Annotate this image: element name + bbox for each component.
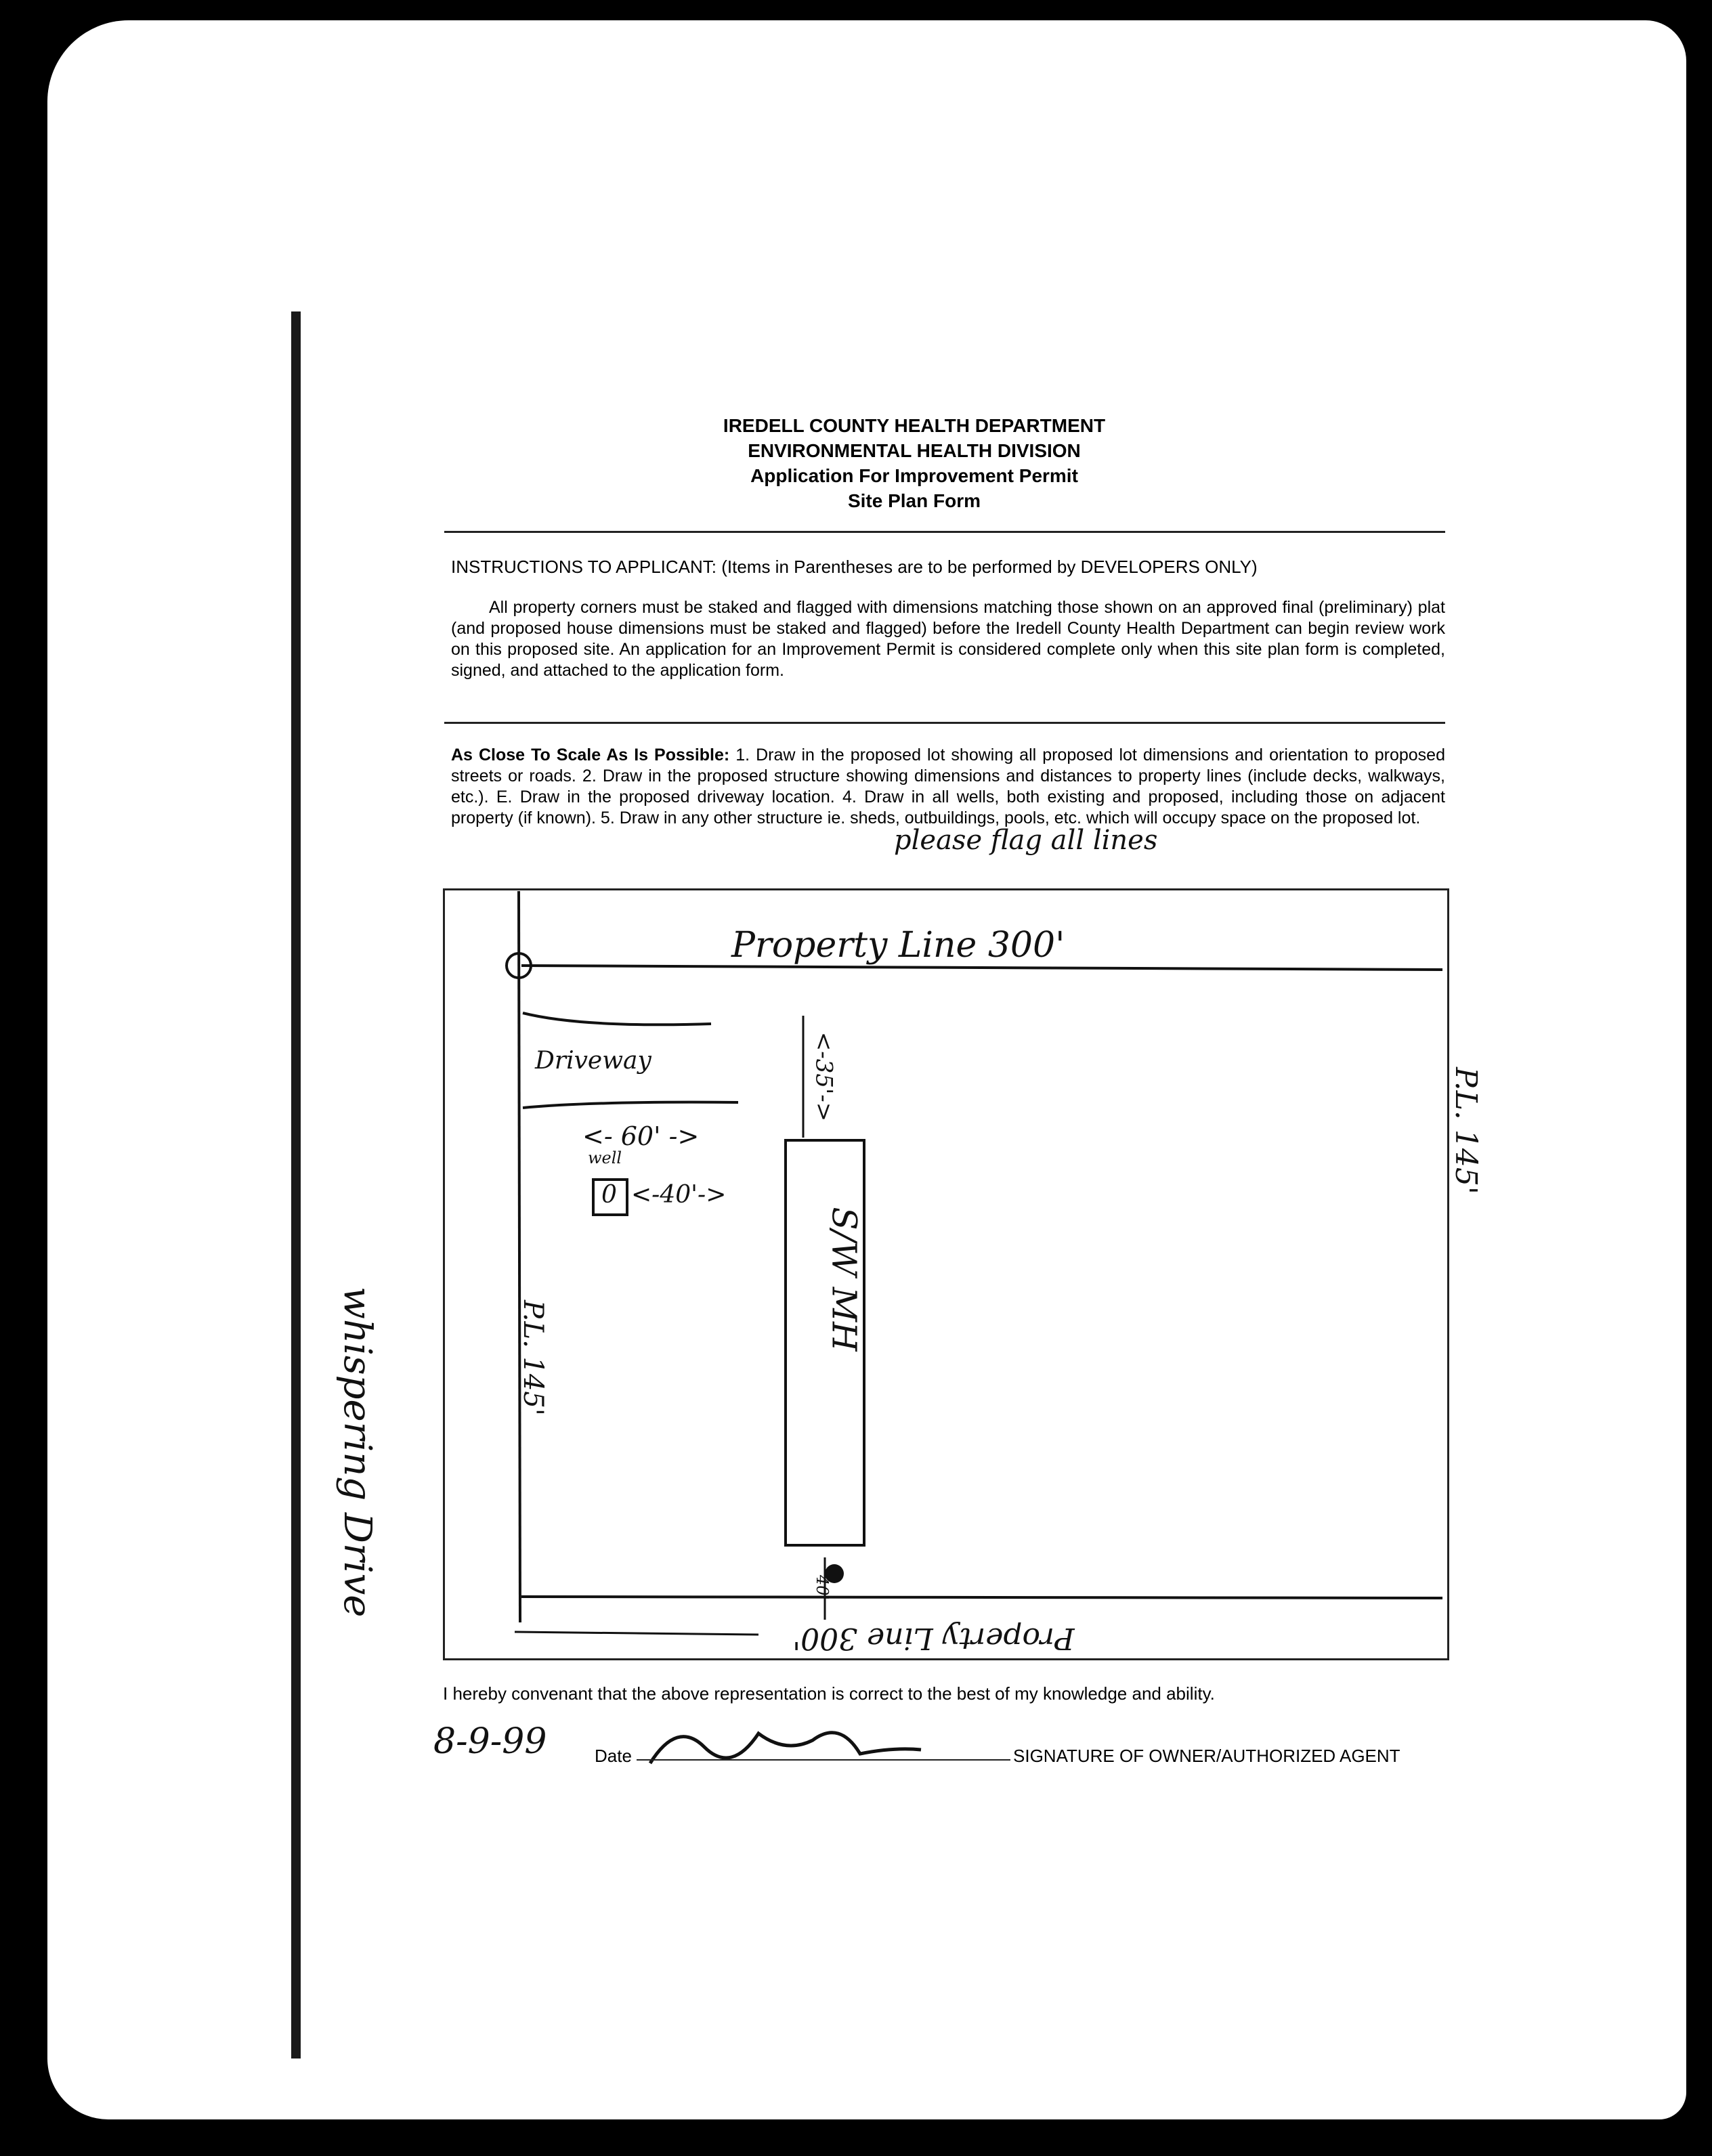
date-label: Date xyxy=(595,1746,632,1766)
instructions-paragraph: All property corners must be staked and flagged with dimensions matching those shown on an approved final (preliminary) plat (and proposed house dimensions must be staked and flagged) before the Iredell County Health Department can begin review work on this proposed site. An application for an Improvement Permit is considered complete only when this site plan form is completed, signed, and attached to the application form. xyxy=(451,598,1445,680)
right-line-label: P.L. 145' xyxy=(1449,1067,1483,1194)
rear-setback-label: 40' xyxy=(813,1575,832,1601)
handwritten-note: please flag all lines xyxy=(894,825,1158,856)
header-division: ENVIRONMENTAL HEALTH DIVISION xyxy=(748,440,1081,461)
header-department: IREDELL COUNTY HEALTH DEPARTMENT xyxy=(723,415,1106,436)
well-distance-label: <- 60' -> xyxy=(582,1121,700,1151)
bottom-property-line xyxy=(521,1597,1442,1598)
front-setback-label: <-35'-> xyxy=(810,1031,838,1122)
handwritten-date: 8-9-99 xyxy=(433,1721,547,1762)
left-line-label: P.L. 145' xyxy=(517,1300,549,1416)
well-to-house-label: <-40'-> xyxy=(631,1181,727,1209)
well-symbol: 0 xyxy=(601,1181,617,1209)
driveway-label: Driveway xyxy=(535,1047,651,1075)
road-name-label: whispering Drive xyxy=(335,1287,379,1618)
signature-label: SIGNATURE OF OWNER/AUTHORIZED AGENT xyxy=(1013,1746,1400,1766)
certification-statement: I hereby convenant that the above representation is correct to the best of my knowledge and ability. xyxy=(443,1683,1215,1704)
left-property-line xyxy=(519,891,520,1622)
scale-text: 1. Draw in the proposed lot showing all proposed lot dimensions and orientation to proposed streets or roads. 2. Draw in the proposed structure showing dimensions and distances to property lines (include decks, walkways, etc.). E. Draw in the proposed driveway location. 4. Draw in all wells, both existing and proposed, including those on adjacent property (if known). 5. Draw in any other structure ie. sheds, outbuildings, pools, etc. which will occupy space on the proposed lot. xyxy=(451,746,1445,827)
house-label: S/W MH xyxy=(824,1207,864,1352)
well-label: well xyxy=(588,1148,622,1167)
driveway-edge-bottom xyxy=(523,1102,738,1108)
instructions-heading: INSTRUCTIONS TO APPLICANT: (Items in Parentheses are to be performed by DEVELOPERS ONLY) xyxy=(451,557,1258,577)
scale-label: As Close To Scale As Is Possible: xyxy=(451,746,730,764)
signature-line xyxy=(637,1759,1010,1761)
top-property-line xyxy=(521,966,1442,970)
driveway-edge-top xyxy=(523,1013,711,1025)
header-form-title: Site Plan Form xyxy=(847,490,981,511)
top-property-label: Property Line 300' xyxy=(731,925,1065,966)
road-edge-line xyxy=(515,1632,758,1635)
header-application: Application For Improvement Permit xyxy=(750,465,1078,486)
bottom-line-label: Property Line 300' xyxy=(792,1621,1075,1656)
